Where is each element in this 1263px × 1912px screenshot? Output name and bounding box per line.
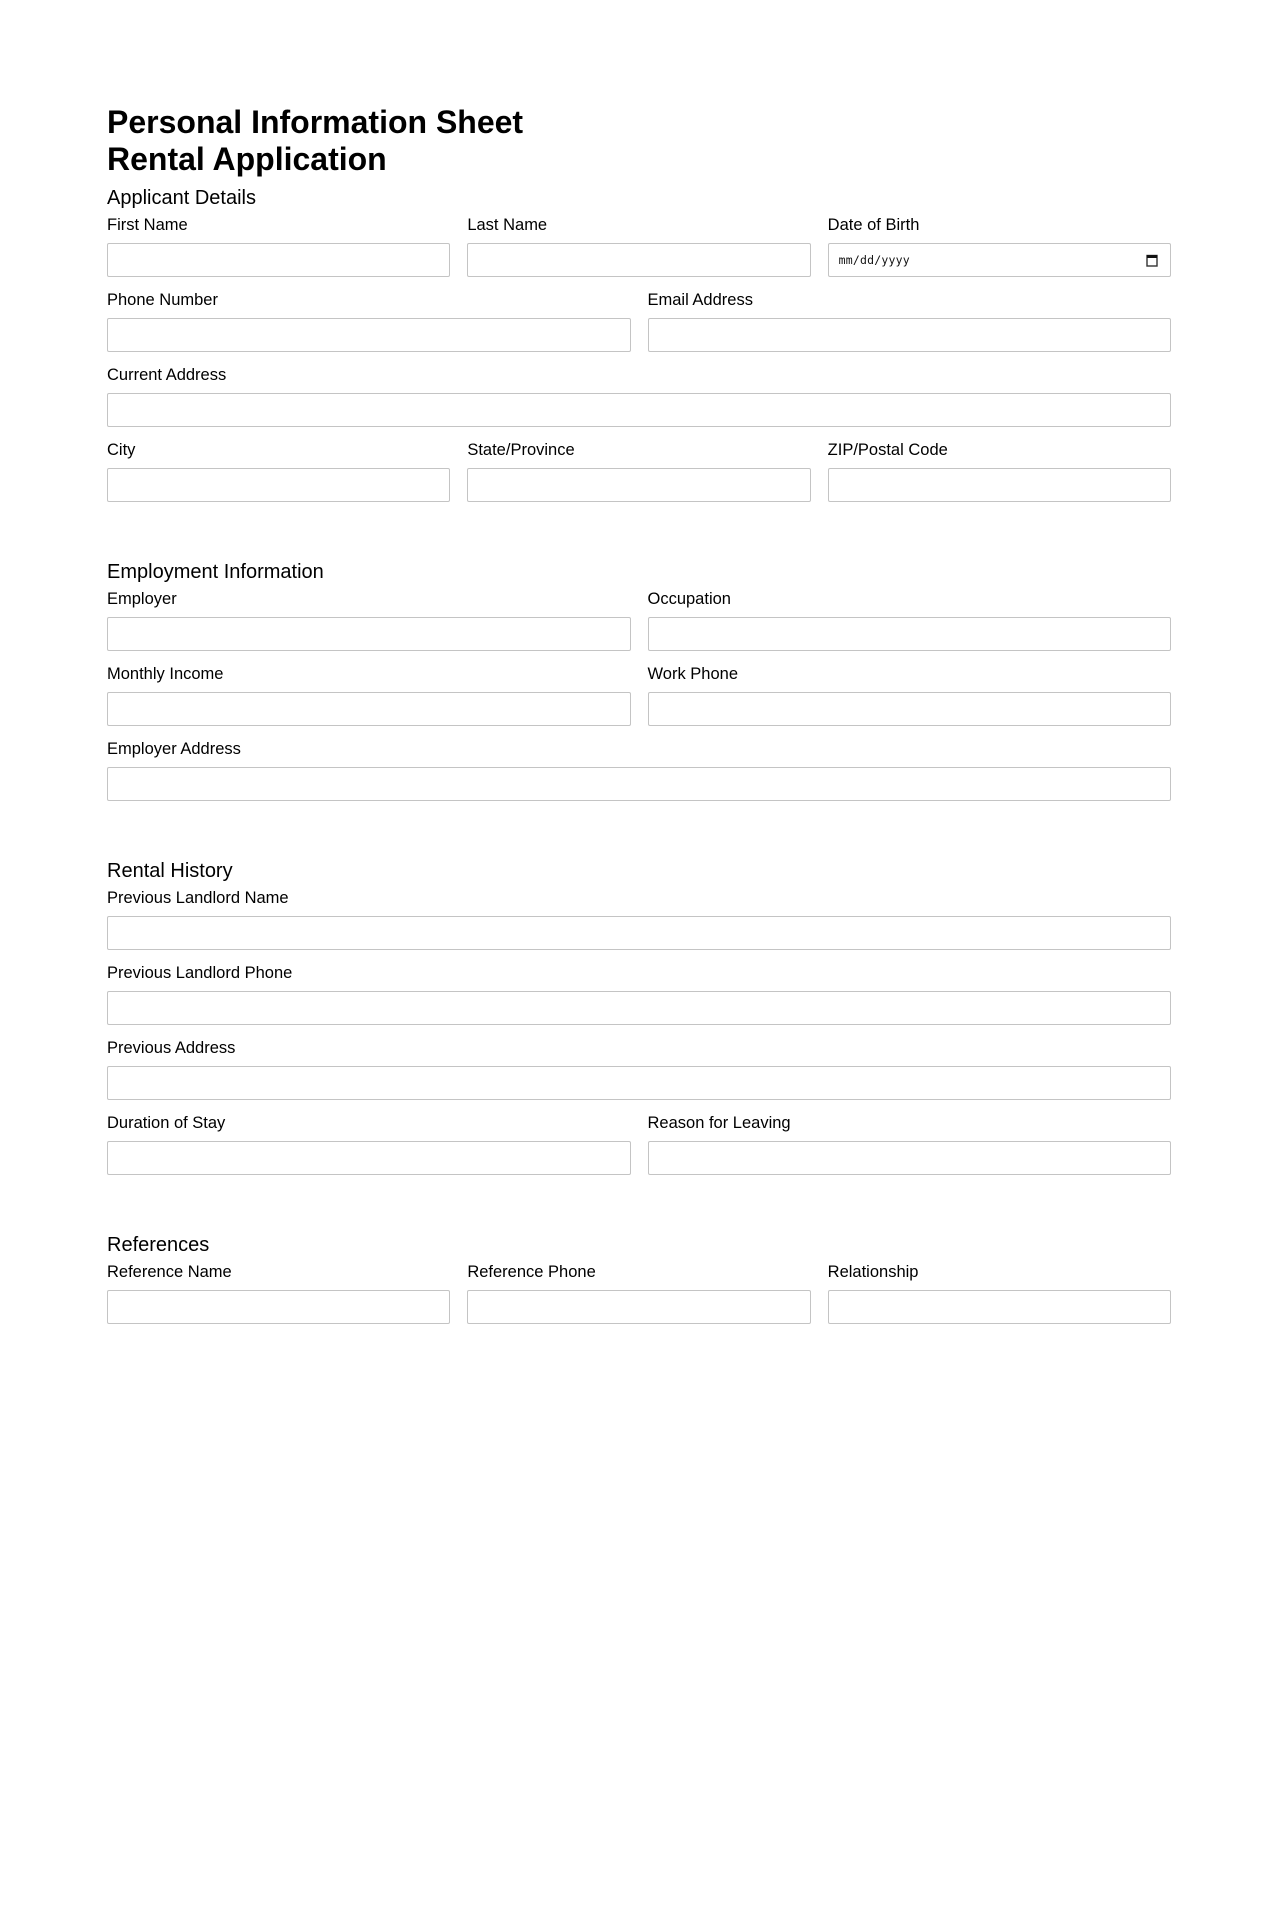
rental-application-form — [107, 104, 1171, 1338]
employer-address-label: Employer Address — [107, 740, 241, 758]
last-name-label: Last Name — [467, 216, 548, 234]
first-name-field-group — [107, 216, 450, 277]
email-address-label: Email Address — [647, 291, 753, 309]
zip-postal-code-field-group — [828, 441, 1171, 502]
employment-row-job — [107, 590, 1171, 651]
reference-name-input[interactable] — [107, 1290, 450, 1324]
duration-of-stay-label: Duration of Stay — [107, 1114, 226, 1132]
reason-for-leaving-input[interactable] — [648, 1141, 1172, 1175]
references-row — [107, 1263, 1171, 1324]
occupation-field-group — [648, 590, 1172, 651]
employment-row-income — [107, 665, 1171, 726]
first-name-label: First Name — [107, 216, 188, 234]
previous-landlord-phone-field-group — [107, 964, 1171, 1025]
references-section — [107, 1233, 1171, 1324]
title-line-1: Personal Information Sheet — [107, 104, 524, 140]
reference-phone-field-group — [467, 1263, 810, 1324]
section-heading-employment-information: Employment Information — [107, 561, 324, 583]
occupation-label: Occupation — [647, 590, 731, 608]
employment-information-section — [107, 560, 1171, 801]
employer-address-input[interactable] — [107, 767, 1171, 801]
email-address-input[interactable] — [648, 318, 1172, 352]
relationship-field-group — [828, 1263, 1171, 1324]
rental-row-stay — [107, 1114, 1171, 1175]
last-name-input[interactable] — [467, 243, 810, 277]
first-name-input[interactable] — [107, 243, 450, 277]
reference-phone-label: Reference Phone — [467, 1263, 596, 1281]
city-label: City — [107, 441, 136, 459]
current-address-field-group — [107, 366, 1171, 427]
city-field-group — [107, 441, 450, 502]
work-phone-input[interactable] — [648, 692, 1172, 726]
rental-row-landlord-name — [107, 889, 1171, 950]
phone-number-label: Phone Number — [107, 291, 218, 309]
page-title — [107, 104, 1171, 178]
monthly-income-input[interactable] — [107, 692, 631, 726]
reason-for-leaving-field-group — [648, 1114, 1172, 1175]
previous-address-label: Previous Address — [107, 1039, 236, 1057]
reference-phone-input[interactable] — [467, 1290, 810, 1324]
previous-address-field-group — [107, 1039, 1171, 1100]
phone-number-field-group — [107, 291, 631, 352]
monthly-income-label: Monthly Income — [107, 665, 224, 683]
applicant-row-location — [107, 441, 1171, 502]
reference-name-label: Reference Name — [107, 1263, 232, 1281]
previous-landlord-phone-label: Previous Landlord Phone — [107, 964, 293, 982]
employer-input[interactable] — [107, 617, 631, 651]
employer-field-group — [107, 590, 631, 651]
city-input[interactable] — [107, 468, 450, 502]
occupation-input[interactable] — [648, 617, 1172, 651]
zip-postal-code-input[interactable] — [828, 468, 1171, 502]
employer-label: Employer — [107, 590, 177, 608]
work-phone-label: Work Phone — [647, 665, 738, 683]
relationship-input[interactable] — [828, 1290, 1171, 1324]
zip-postal-code-label: ZIP/Postal Code — [827, 441, 948, 459]
duration-of-stay-input[interactable] — [107, 1141, 631, 1175]
duration-of-stay-field-group — [107, 1114, 631, 1175]
current-address-input[interactable] — [107, 393, 1171, 427]
date-of-birth-label: Date of Birth — [827, 216, 920, 234]
employment-row-address — [107, 740, 1171, 801]
phone-number-input[interactable] — [107, 318, 631, 352]
previous-landlord-name-label: Previous Landlord Name — [107, 889, 289, 907]
calendar-icon[interactable] — [1146, 254, 1158, 267]
section-heading-rental-history: Rental History — [107, 860, 233, 882]
state-province-label: State/Province — [467, 441, 575, 459]
title-line-2: Rental Application — [107, 141, 387, 177]
previous-address-input[interactable] — [107, 1066, 1171, 1100]
date-of-birth-input[interactable] — [828, 243, 1171, 277]
previous-landlord-name-field-group — [107, 889, 1171, 950]
date-of-birth-placeholder: mm/dd/yyyy — [838, 253, 910, 267]
state-province-field-group — [467, 441, 810, 502]
rental-row-previous-address — [107, 1039, 1171, 1100]
previous-landlord-phone-input[interactable] — [107, 991, 1171, 1025]
rental-row-landlord-phone — [107, 964, 1171, 1025]
last-name-field-group — [467, 216, 810, 277]
relationship-label: Relationship — [827, 1263, 919, 1281]
applicant-row-address — [107, 366, 1171, 427]
applicant-row-contact — [107, 291, 1171, 352]
section-heading-references: References — [107, 1234, 210, 1256]
current-address-label: Current Address — [107, 366, 227, 384]
applicant-details-section — [107, 186, 1171, 502]
previous-landlord-name-input[interactable] — [107, 916, 1171, 950]
state-province-input[interactable] — [467, 468, 810, 502]
applicant-row-names — [107, 216, 1171, 277]
date-of-birth-field-group — [828, 216, 1171, 277]
reference-name-field-group — [107, 1263, 450, 1324]
email-address-field-group — [648, 291, 1172, 352]
work-phone-field-group — [648, 665, 1172, 726]
monthly-income-field-group — [107, 665, 631, 726]
rental-history-section — [107, 859, 1171, 1175]
employer-address-field-group — [107, 740, 1171, 801]
reason-for-leaving-label: Reason for Leaving — [647, 1114, 791, 1132]
section-heading-applicant-details: Applicant Details — [107, 187, 256, 209]
